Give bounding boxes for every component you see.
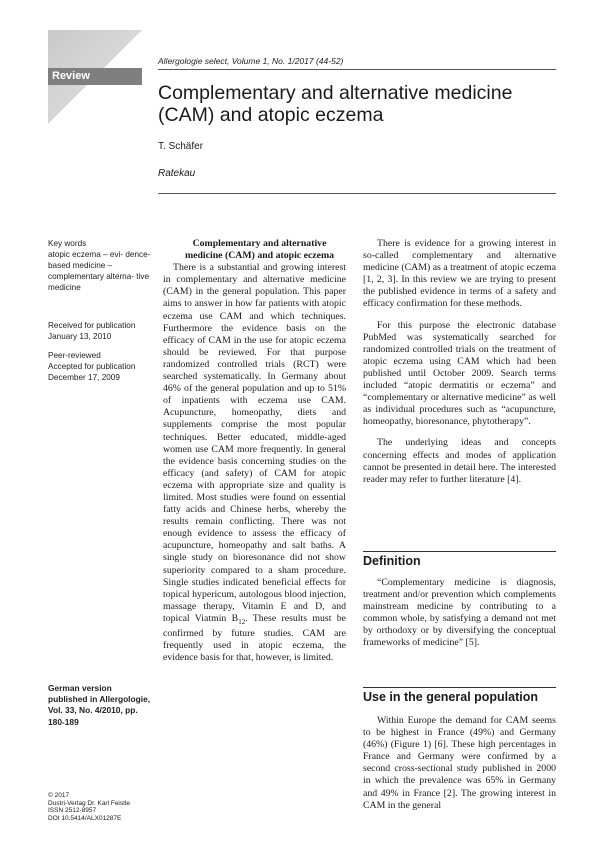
accepted-block: [48, 350, 153, 383]
issn-line: ISSN 2512-8957: [48, 807, 97, 815]
publisher-line: Dustri-Verlag Dr. Karl Feistle: [48, 799, 130, 807]
received-date: January 13, 2010: [48, 332, 112, 341]
peer-reviewed-label: Peer-reviewed: [48, 351, 101, 360]
use-heading: Use in the general population: [363, 690, 539, 704]
use-paragraph: Within Europe the demand for CAM seems to be highest in France (49%) and Germany (46%) (Figure 1) [6]. These high percentages in France and Germany were confirmed by a second cross-sectional study published in 2000 in which the prevalence was 65% in Germany and 49% in France [2]. The growing interest in CAM in the general: [363, 715, 556, 811]
definition-rule: [363, 551, 556, 552]
keywords-block: [48, 238, 153, 293]
abstract: [163, 238, 346, 664]
title-rule: [158, 193, 556, 194]
keywords-list: atopic eczema – evi- dence-based medicine – complementary alterna- tive medicine: [48, 250, 151, 292]
author-affiliation: Ratekau: [158, 168, 196, 179]
abstract-heading: Complementary and alternative medicine (CAM) and atopic eczema: [184, 238, 335, 262]
abstract-text-end: . These results must be confirmed by future studies. CAM are frequently used in atopic eczema, the evidence basis for that, however, is limited.: [163, 612, 347, 664]
body-intro: [363, 238, 556, 495]
use-section: [363, 715, 556, 812]
article-title: Complementary and alternative medicine (CAM) and atopic eczema: [158, 82, 513, 126]
keywords-label: Key words: [48, 239, 87, 248]
abstract-text: [163, 262, 346, 664]
definition-section: [363, 577, 556, 650]
received-label: Received for publication: [48, 321, 136, 330]
author-name: T. Schäfer: [158, 141, 204, 152]
definition-heading: Definition: [363, 554, 421, 568]
received-block: [48, 320, 153, 342]
copyright-line: © 2017: [48, 792, 70, 799]
copyright-block: [48, 792, 158, 822]
german-version-note: German version published in Allergologie, Vol. 33, No. 4/2010, pp. 180-189: [48, 683, 151, 727]
journal-citation: Allergologie select, Volume 1, No. 1/2017 (44-52): [158, 56, 344, 66]
accepted-label: Accepted for publication: [48, 362, 136, 371]
intro-paragraph-1: There is evidence for a growing interest in so-called complementary and alternative medicine (CAM) as a treatment of atopic eczema [1, 2, 3]. In this review we are trying to present the published evidence in terms of a safety and efficacy confirmation for these methods.: [363, 238, 556, 310]
intro-paragraph-2: For this purpose the electronic database PubMed was systematically searched for randomized controlled trials on the treatment of atopic eczema using CAM which had been published until October 2009. Search terms included “atopic dermatitis or eczema” and “complementary or alternative medicine” as well as individual procedures such as “acupuncture, homeopathy, bioresonance, phytotherapy”.: [363, 319, 556, 428]
definition-paragraph: “Complementary medicine is diagnosis, treatment and/or prevention which complements mainstream medicine by contributing to a common whole, by satisfying a demand not met by orthodoxy or by diversifying the conceptual frameworks of medicine” [5].: [363, 577, 556, 649]
doi-line: DOI 10.5414/ALX01287E: [48, 814, 122, 822]
use-rule: [363, 687, 556, 688]
accepted-date: December 17, 2009: [48, 373, 120, 382]
section-label: Review: [52, 70, 90, 82]
intro-paragraph-3: The underlying ideas and concepts concerning effects and modes of application cannot be presented in detail here. The interested reader may refer to further literature [4].: [363, 437, 556, 485]
header-rule: [158, 69, 556, 70]
abstract-text-main: There is a substantial and growing interest in complementary and alternative medicine (CAM) in the general population. This paper aims to answer in how far patients with atopic eczema use CAM and which techniques. Furthermore the evidence basis on the efficacy of CAM in the use for atopic eczema should be reviewed. For that purpose randomized controlled trials (RCT) were searched systematically. In Germany about 46% of the general population and up to 51% of inpatients with eczema use CAM. Acupuncture, homeopathy, diets and supplements comprise the most popular techniques. Better educated, middle-aged women use CAM more frequently. In general the evidence basis concerning studies on the efficacy (and safety) of CAM for atopic eczema with appropriate size and quality is limited. Most studies were found on essential fatty acids and Chinese herbs, whereby the results remain conflicting. There was not enough evidence to assess the efficacy of acupuncture, homeopathy and salt baths. A single study on bioresonance did not show superiority compared to a sham procedure. Single studies indicated beneficial effects for topical hypericum, autologous blood injection, massage therapy, Vitamin E and D, and topical Viatmin B: [163, 262, 346, 624]
abstract-subscript: 12: [238, 617, 246, 626]
